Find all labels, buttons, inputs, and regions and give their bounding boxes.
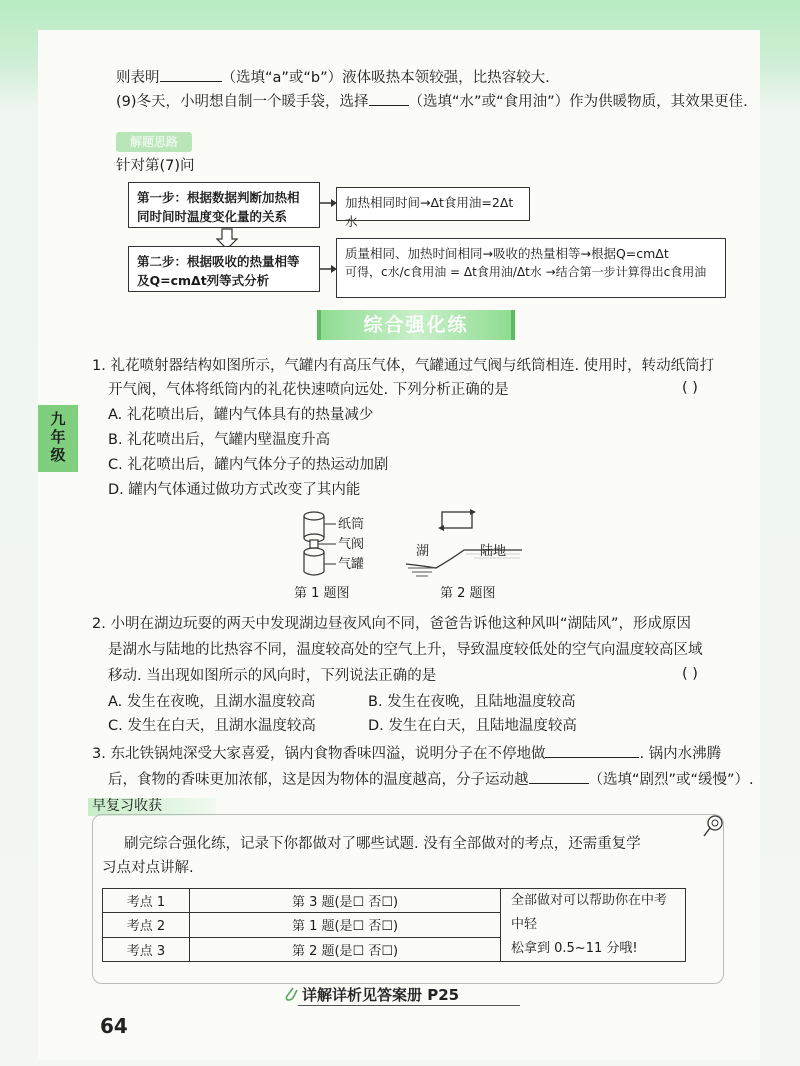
fig2-land-label: 陆地: [480, 544, 507, 559]
review-tip-line1: 全部做对可以帮助你在中考中轻: [511, 893, 668, 932]
review-item-2[interactable]: 第 1 题(是☐ 否☐): [190, 913, 501, 937]
q3-text-start: 3. 东北铁锅炖深受大家喜爱，锅内食物香味四溢，说明分子在不停地做: [92, 746, 546, 762]
q2-option-a[interactable]: A. 发生在夜晚，且湖水温度较高: [108, 694, 316, 710]
step1-box: [128, 182, 320, 228]
q1-stem-line1: 1. 礼花喷射器结构如图所示，气罐内有高压气体，气罐通过气阀与纸筒相连. 使用时，转动纸筒打: [92, 358, 715, 374]
fig2-caption: 第 2 题图: [440, 586, 496, 601]
grade-tab: [38, 405, 78, 472]
review-point-2: 考点 2: [103, 913, 190, 937]
approach-badge: 解题思路: [116, 132, 192, 152]
q1-option-c[interactable]: C. 礼花喷出后，罐内气体分子的热运动加剧: [108, 457, 389, 473]
q9-answer-blank[interactable]: [369, 90, 409, 106]
q3-text-end: （选填“剧烈”或“缓慢”）.: [588, 772, 754, 788]
q2-answer-paren[interactable]: ( ): [682, 666, 698, 682]
fig2-lake-label: 湖: [416, 544, 430, 559]
review-point-3: 考点 3: [103, 937, 190, 961]
q1-option-a[interactable]: A. 礼花喷出后，罐内气体具有的热量减少: [108, 407, 374, 423]
step2-result-line1: 质量相同、加热时间相同→吸收的热量相等→根据Q=cmΔt: [345, 246, 669, 261]
review-tip-cell: [501, 889, 686, 962]
page-number: 64: [100, 1014, 128, 1038]
q2-option-d[interactable]: D. 发生在白天，且陆地温度较高: [368, 718, 577, 734]
q3-line1: [92, 742, 721, 764]
q2-stem-line3: 移动. 当出现如图所示的风向时，下列说法正确的是: [108, 668, 437, 684]
arrow-right-icon: [318, 196, 338, 210]
review-intro-line2: 习点对点讲解.: [102, 860, 194, 876]
q8-text-start: 则表明: [116, 70, 160, 86]
pushpin-icon: [702, 812, 728, 838]
review-tip-line2: 松拿到 0.5~11 分哦!: [511, 941, 638, 956]
step2-result-box: [336, 238, 726, 298]
grade-tab-text: 九年级: [50, 410, 66, 464]
approach-target: 针对第(7)问: [116, 158, 195, 174]
review-header: 早复习收获: [92, 798, 162, 814]
review-intro-line1: 刷完综合强化练，记录下你都做对了哪些试题. 没有全部做对的考点，还需重复学: [124, 836, 641, 852]
step1-result-box: [336, 187, 530, 229]
q1-option-d[interactable]: D. 罐内气体通过做功方式改变了其内能: [108, 482, 361, 498]
q9-text-end: （选填“水”或“食用油”）作为供暖物质，其效果更佳.: [408, 94, 748, 110]
q8-conclusion: [116, 66, 550, 88]
step2-result-line2: 可得，c水/c食用油 = Δt食用油/Δt水 →结合第一步计算得出c食用油: [345, 265, 707, 279]
step1-result-text: 加热相同时间→Δt食用油=2Δt水: [345, 195, 514, 229]
footer-rule: [298, 1005, 520, 1006]
paperclip-icon: [284, 986, 298, 1002]
review-table: [102, 888, 686, 962]
q8-text-end: （选填“a”或“b”）液体吸热本领较强，比热容较大.: [221, 70, 550, 86]
q9-line: [116, 90, 748, 112]
review-item-3[interactable]: 第 2 题(是☐ 否☐): [190, 937, 501, 961]
q1-option-b[interactable]: B. 礼花喷出后，气罐内壁温度升高: [108, 432, 331, 448]
section-title: 综合强化练: [317, 310, 515, 340]
q2-stem-line1: 2. 小明在湖边玩耍的两天中发现湖边昼夜风向不同，爸爸告诉他这种风叫“湖陆风”，形成原因: [92, 616, 691, 632]
q3-text-mid: . 锅内水沸腾: [639, 746, 722, 762]
arrow-right-icon: [318, 262, 338, 276]
q3-blank-1[interactable]: [545, 742, 639, 758]
q2-option-b[interactable]: B. 发生在夜晚，且陆地温度较高: [368, 694, 576, 710]
fig1-label-tube: 纸筒: [338, 517, 365, 532]
q3-text-line2-start: 后，食物的香味更加浓郁，这是因为物体的温度越高，分子运动越: [108, 772, 529, 788]
q9-text-start: (9)冬天，小明想自制一个暖手袋，选择: [116, 94, 369, 110]
step2-text: 第二步：根据吸收的热量相等及Q=cmΔt列等式分析: [137, 254, 300, 288]
review-row-1: [103, 889, 686, 913]
review-item-1[interactable]: 第 3 题(是☐ 否☐): [190, 889, 501, 913]
fig1-caption: 第 1 题图: [294, 586, 350, 601]
step2-box: [128, 246, 320, 292]
q2-stem-line2: 是湖水与陆地的比热容不同，温度较高处的空气上升，导致温度较低处的空气向温度较高区域: [108, 642, 703, 658]
q1-answer-paren[interactable]: ( ): [682, 380, 698, 396]
step1-text: 第一步：根据数据判断加热相同时间时温度变化量的关系: [137, 190, 300, 224]
review-point-1: 考点 1: [103, 889, 190, 913]
q2-option-c[interactable]: C. 发生在白天，且湖水温度较高: [108, 718, 316, 734]
fig1-label-valve: 气阀: [338, 537, 365, 552]
q3-line2: [108, 768, 754, 790]
answer-reference: 详解详析见答案册 P25: [302, 986, 460, 1004]
q1-stem-line2: 开气阀，气体将纸筒内的礼花快速喷向远处. 下列分析正确的是: [108, 382, 509, 398]
q3-blank-2[interactable]: [529, 768, 589, 784]
fig1-label-tank: 气罐: [338, 557, 365, 572]
q8-answer-blank[interactable]: [160, 66, 222, 82]
